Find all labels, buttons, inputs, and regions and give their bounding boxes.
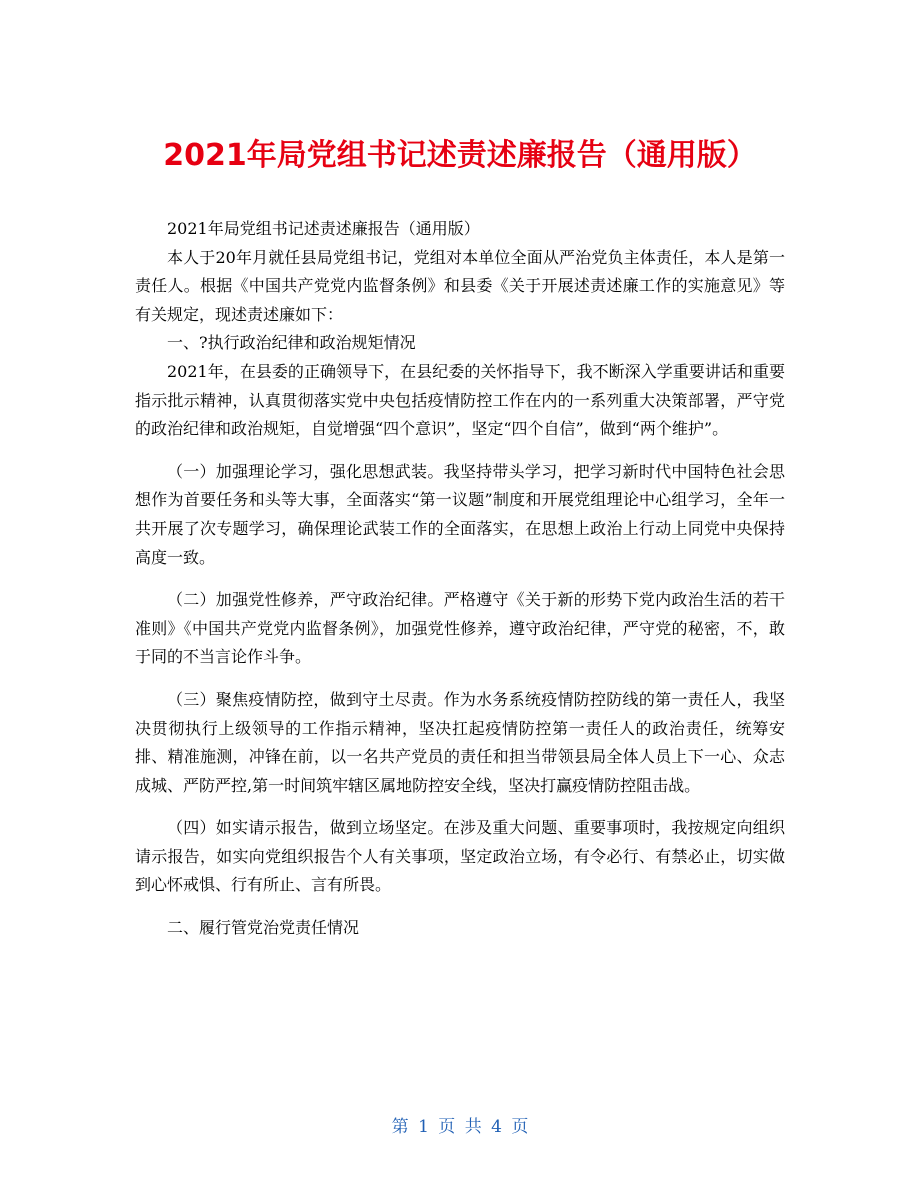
body-paragraph: （四）如实请示报告，做到立场坚定。在涉及重大问题、重要事项时，我按规定向组织请示报告，如实向党组织报告个人有关事项，坚定政治立场，有令必行、有禁必止，切实做到心怀戒惧、行有所止、言有所畏。	[135, 818, 785, 895]
section-heading-2: 二、履行管党治党责任情况	[167, 918, 360, 938]
body-paragraph-subtitle: 2021年局党组书记述责述廉报告（通用版）	[167, 219, 480, 238]
page-number-footer: 第 1 页 共 4 页	[391, 1117, 529, 1137]
body-paragraph: （一）加强理论学习，强化思想武装。我坚持带头学习，把学习新时代中国特色社会思想作为首要任务和头等大事，全面落实“第一议题”制度和开展党组理论中心组学习，全年一共开展了次专题学习，确保理论武装工作的全面落实，在思想上政治上行动上同党中央保持高度一致。	[135, 461, 785, 567]
body-paragraph: （三）聚焦疫情防控，做到守土尽责。作为水务系统疫情防控防线的第一责任人，我坚决贯彻执行上级领导的工作指示精神，坚决扛起疫情防控第一责任人的政治责任，统筹安排、精准施测，冲锋在前，以一名共产党员的责任和担当带领县局全体人员上下一心、众志成城、严防严控,第一时间筑牢辖区属地防控安全线，坚决打赢疫情防控阻击战。	[135, 689, 785, 795]
body-paragraph-intro: 本人于20年月就任县局党组书记，党组对本单位全面从严治党负主体责任，本人是第一责任人。根据《中国共产党党内监督条例》和县委《关于开展述责述廉工作的实施意见》等有关规定，现述责述廉如下：	[135, 247, 785, 324]
body-paragraph: （二）加强党性修养，严守政治纪律。严格遵守《关于新的形势下党内政治生活的若干准则》《中国共产党党内监督条例》，加强党性修养，遵守政治纪律，严守党的秘密，不，敢于同的不当言论作斗争。	[135, 590, 785, 667]
document-body	[135, 215, 785, 943]
section-heading-1: 一、?执行政治纪律和政治规矩情况	[167, 333, 416, 353]
document-title: 2021年局党组书记述责述廉报告（通用版）	[163, 138, 757, 174]
body-paragraph: 2021年，在县委的正确领导下，在县纪委的关怀指导下，我不断深入学重要讲话和重要指示批示精神，认真贯彻落实党中央包括疫情防控工作在内的一系列重大决策部署，严守党的政治纪律和政治规矩，自觉增强“四个意识”，坚定“四个自信”，做到“两个维护”。	[135, 361, 785, 439]
